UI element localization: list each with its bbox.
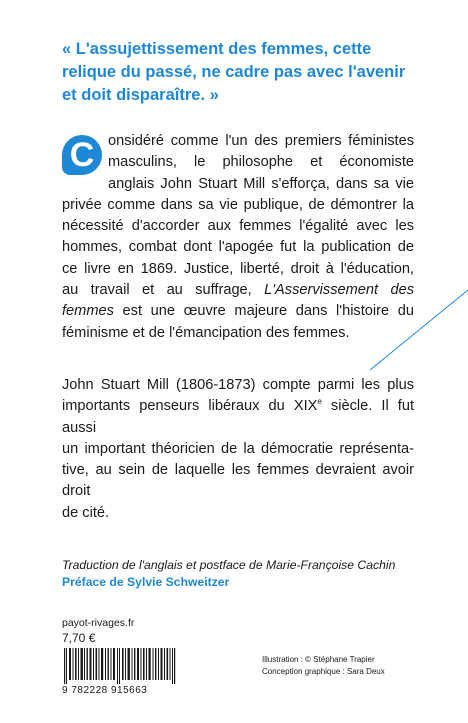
bio-text: importants penseurs libéraux du XIX [62,398,318,415]
blurb-text: au travail et au suffrage, [62,282,252,299]
credits [62,557,395,591]
blurb-line: ce livre en 1869. Justice, liberté, droit à l'éducation, [62,260,414,277]
book-title-italic: L'Asservissement des [264,282,414,299]
blurb-line [62,280,414,301]
publisher-website: payot-rivages.fr [62,617,135,629]
price-label: 7,70 € [62,631,96,645]
bio-line: tive, au sein de laquelle les femmes devraient avoir droit [62,462,414,500]
back-cover-blurb [62,131,414,344]
blurb-line: féminisme et de l'émancipation des femmes. [62,324,350,341]
bio-line: de cité. [62,504,110,521]
bio-line: un important théoricien de la démocratie représenta- [62,440,414,457]
pull-quote-line: « L'assujettissement des femmes, cette [62,40,372,58]
illustration-credits [262,654,430,678]
isbn-number: 9 782228 915663 [62,685,148,696]
author-bio [62,375,414,524]
isbn-barcode [62,648,180,700]
translation-credit: Traduction de l'anglais et postface de Marie-Françoise Cachin [62,558,396,572]
blurb-text: est une œuvre majeure dans l'histoire du [122,303,414,320]
pull-quote-line: et doit disparaître. » [62,86,219,104]
design-credit: Conception graphique : Sara Deux [262,667,385,676]
blurb-line: onsidéré comme l'un des premiers féministes [108,133,414,149]
bio-line [62,396,414,439]
blurb-line: hommes, combat dont l'apogée fut la publication de [62,239,414,256]
dropcap-letter: C [69,136,95,174]
pull-quote [62,38,442,107]
preface-credit: Préface de Sylvie Schweitzer [62,575,230,589]
blurb-line: nécessité d'accorder aux femmes l'égalité avec les [62,218,414,235]
dropcap-badge [62,135,102,175]
pull-quote-line: relique du passé, ne cadre pas avec l'avenir [62,63,406,81]
blurb-line [62,301,414,322]
illustration-credit: Illustration : © Stéphane Trapier [262,655,375,664]
bio-text: siècle. Il fut aussi [62,398,414,436]
accent-line-decoration [370,290,468,370]
book-title-italic: femmes [62,303,114,320]
blurb-line: anglais John Stuart Mill s'efforça, dans sa vie [108,175,414,192]
superscript: e [317,397,322,407]
blurb-line: masculins, le philosophe et économiste [108,154,414,171]
barcode-bars [62,648,180,684]
bio-line: John Stuart Mill (1806-1873) compte parmi les plus [62,377,414,393]
blurb-line: privée comme dans sa vie publique, de démontrer la [62,196,414,213]
